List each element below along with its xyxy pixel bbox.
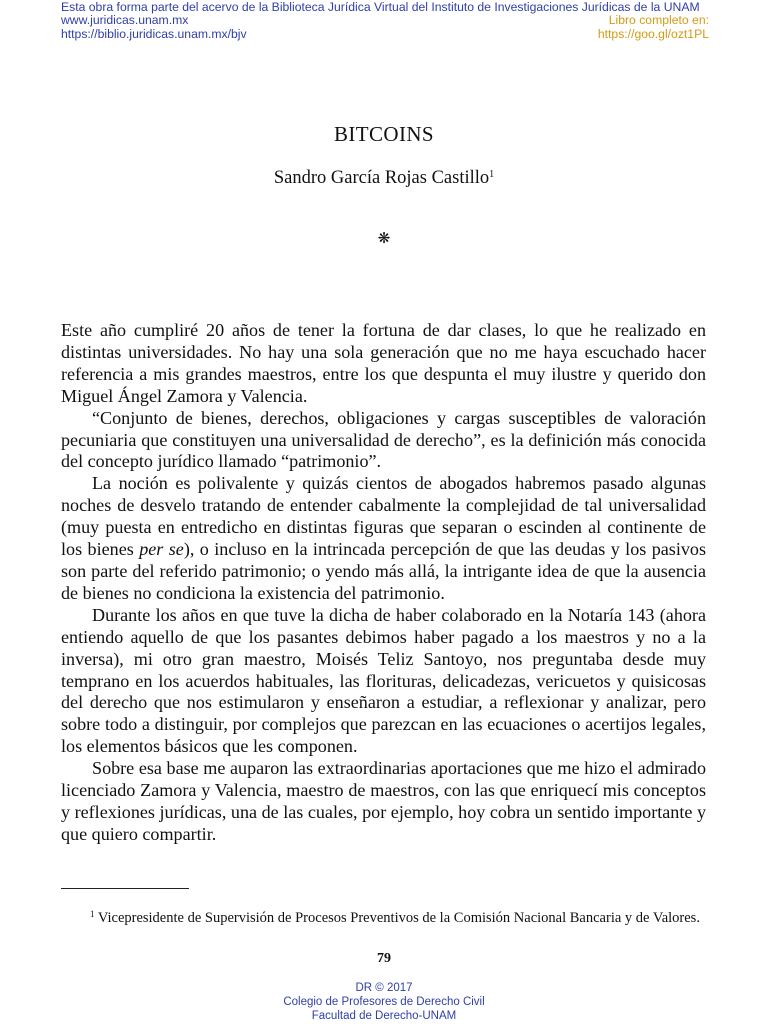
footnote-mark: 1 bbox=[90, 909, 95, 919]
footnote-text: Vicepresidente de Supervisión de Procesos Preventivos de la Comisión Nacional Bancaria y de Valores. bbox=[97, 910, 700, 926]
paragraph-1: Este año cumpliré 20 años de tener la fortuna de dar clases, lo que he realizado en distintas universidades. No hay una sola generación que no me haya escuchado hacer referencia a mis grandes maestros, entre los que despunta el muy ilustre y querido don Miguel Ángel Zamora y Valencia. bbox=[61, 320, 706, 406]
copyright-colophon bbox=[0, 981, 768, 1023]
footnote bbox=[61, 905, 706, 929]
institution-line: Facultad de Derecho-UNAM bbox=[311, 1010, 457, 1022]
header-row-1 bbox=[61, 14, 709, 27]
author-line bbox=[0, 168, 768, 189]
paragraph-4: Durante los años en que tuve la dicha de haber colaborado en la Notaría 143 (ahora entiendo aquello de que los pasantes debimos haber pagado a los maestros y no a la inversa), mi otro gran maestro, Moisés Teliz Santoyo, nos preguntaba desde muy temprano en los acuerdos habituales, las florituras, delicadezas, vericuetos y quisicosas del derecho que nos estimularon y enseñaron a estudiar, a reflexionar y analizar, pero sobre todo a distinguir, por complejos que parezcan en las ecuaciones o acertijos legales, los elementos básicos que les componen. bbox=[61, 604, 706, 757]
repository-notice: Esta obra forma parte del acervo de la Biblioteca Jurídica Virtual del Instituto de Investigaciones Jurídicas de la UNAM bbox=[61, 0, 700, 14]
article-title: BITCOINS bbox=[333, 122, 435, 146]
paragraph-3-part-2: ), o incluso en la intrincada percepción de que las deudas y los pasivos son parte del referido patrimonio; o yendo más allá, la intrigante idea de que la ausencia de bienes no condiciona la existencia del patrimonio. bbox=[61, 539, 706, 603]
paragraph-3-part-1: La noción es polivalente y quizás cientos de abogados habremos pasado algunas noches de desvelo tratando de entender cabalmente la complejidad de tal universalidad (muy puesta en entredicho en distintas figuras que separan o escinden al continente de los bienes bbox=[61, 473, 706, 560]
ornament-icon: ❋ bbox=[377, 229, 391, 247]
footnote-divider bbox=[61, 888, 189, 889]
copyright-line: DR © 2017 bbox=[355, 982, 413, 994]
article-body bbox=[61, 320, 706, 846]
library-link[interactable]: https://biblio.juridicas.unam.mx/bjv bbox=[61, 26, 247, 41]
paragraph-5: Sobre esa base me auparon las extraordinarias aportaciones que me hizo el admirado licenciado Zamora y Valencia, maestro de maestros, con las que enriquecí mis conceptos y reflexiones jurídicas, una de las cuales, por ejemplo, hoy cobra un sentido importante y que quiero compartir. bbox=[61, 758, 706, 844]
paragraph-3-italic: per se bbox=[139, 539, 184, 560]
page-number: 79 bbox=[377, 951, 391, 966]
full-book-label: Libro completo en: bbox=[608, 13, 709, 28]
repository-header bbox=[61, 1, 709, 41]
publisher-line: Colegio de Profesores de Derecho Civil bbox=[283, 996, 485, 1008]
author-footnote-mark: 1 bbox=[489, 169, 495, 180]
paragraph-2: “Conjunto de bienes, derechos, obligaciones y cargas susceptibles de valoración pecuniaria que constituyen una universalidad de derecho”, es la definición más conocida del concepto jurídico llamado “patrimonio”. bbox=[61, 407, 706, 472]
site-link[interactable]: www.juridicas.unam.mx bbox=[61, 13, 189, 28]
author-name: Sandro García Rojas Castillo bbox=[273, 168, 490, 188]
paragraph-3 bbox=[61, 473, 706, 604]
header-row-2 bbox=[61, 28, 709, 41]
full-book-link[interactable]: https://goo.gl/ozt1PL bbox=[597, 26, 709, 41]
